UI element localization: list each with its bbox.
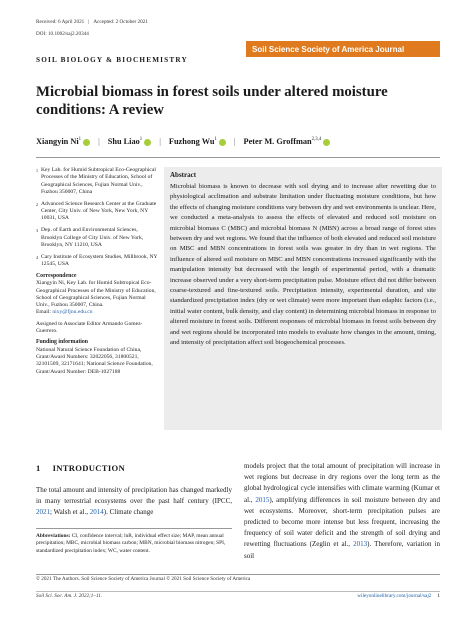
correspondence-address: Xiangyin Ni, Key Lab. for Humid Subtropical Eco-Geographical Processes of the Ministry of Education, School of Geographical Sciences, Fujian Normal Univ., Fuzhou 350007, China. — [36, 280, 156, 309]
affiliation — [36, 227, 158, 249]
author-affiliation-sup: 1 — [78, 137, 82, 143]
citation-link[interactable]: 2014 — [89, 508, 104, 517]
section-title: INTRODUCTION — [52, 463, 125, 473]
copyright-divider — [36, 574, 440, 575]
journal-citation: Soil Sci. Soc. Am. J. 2022;1–11. — [36, 593, 103, 599]
affiliation — [36, 254, 158, 269]
body-text: ). Climate change — [103, 508, 154, 517]
email-label: Email: — [36, 309, 51, 316]
body-column-left — [36, 485, 232, 519]
article-dates — [36, 19, 148, 25]
author-separator: | — [233, 137, 236, 146]
body-text: models project that the total amount of precipitation will increase in wet regions but decrease in dry regions over the long term as the global hydrological cycle intensifies with climate warming (Kumar et al., — [244, 462, 440, 504]
author[interactable] — [169, 137, 226, 146]
page-number: 1 — [437, 593, 440, 599]
footer-right — [330, 593, 440, 599]
affiliation-text: Dep. of Earth and Environmental Sciences, Brooklyn College of City Univ. of New York, Brooklyn, NY 11210, USA — [41, 227, 144, 248]
abbreviations-label: Abbreviations: — [36, 533, 71, 539]
editor-note: Assigned to Associate Editor Armando Gomez-Guerrero. — [36, 320, 143, 335]
abbreviations-text: CI, confidence interval; lnR, individual effect size; MAP, mean annual precipitation; MBC, microbial biomass carbon; MBN, microbial biomass nitrogen; SPI, standardized precipitation index; WC, water content. — [36, 533, 226, 554]
affiliation-number: 2 — [36, 201, 38, 207]
orcid-icon[interactable] — [219, 139, 226, 146]
author[interactable] — [36, 137, 90, 146]
author-separator: | — [98, 137, 100, 146]
affiliation — [36, 167, 158, 196]
affiliation-number: 3 — [36, 228, 38, 234]
email-link[interactable]: nixy@fjnu.edu.cn — [52, 309, 93, 316]
footer-divider — [36, 591, 440, 592]
author-affiliation-sup: 2,3,4 — [311, 137, 322, 143]
correspondence-text — [36, 280, 158, 316]
received-date: Received: 6 April 2021 — [36, 19, 85, 25]
affiliation-sidebar — [36, 167, 158, 380]
author-affiliation-sup: 1 — [214, 137, 217, 143]
abstract-heading: Abstract — [170, 171, 197, 179]
author-name: Shu Liao — [107, 137, 140, 146]
orcid-icon[interactable] — [144, 139, 151, 146]
journal-url[interactable]: wileyonlinelibrary.com/journal/saj2 — [357, 593, 432, 599]
section-number: 1 — [36, 463, 41, 473]
author-separator: | — [159, 137, 161, 146]
affiliation — [36, 201, 158, 223]
orcid-icon[interactable] — [83, 139, 90, 146]
citation-link[interactable]: 2013 — [353, 540, 368, 549]
accepted-date: Accepted: 2 October 2021 — [93, 19, 148, 25]
affiliation-text: Key Lab. for Humid Subtropical Eco-Geographical Processes of the Ministry of Education, School of Geographical Sciences, Fujian Normal Univ., Fuzhou 350007, China — [41, 167, 156, 195]
orcid-icon[interactable] — [323, 139, 330, 146]
affiliation-number: 1 — [36, 168, 38, 173]
section-heading-introduction — [36, 463, 125, 473]
author-affiliation-sup: 1 — [139, 137, 143, 143]
affiliation-text: Cary Institute of Ecosystem Studies, Millbrook, NY 12545, USA — [41, 253, 158, 268]
author-name: Fuzhong Wu — [168, 137, 215, 146]
author-name: Peter M. Groffman — [243, 137, 312, 146]
doi[interactable]: DOI: 10.1002/saj2.20344 — [36, 31, 89, 37]
date-separator: | — [88, 19, 90, 25]
author-list — [36, 137, 456, 146]
body-text: The total amount and intensity of precipitation has changed markedly in many terrestrial ecosystems over the past half century (IPCC, — [36, 486, 232, 506]
footnote-divider — [36, 528, 232, 529]
body-column-right — [244, 461, 440, 562]
funding-text: National Natural Science Foundation of China, Grant/Award Numbers: 32022056, 31800521, 32101509, 32171641; National Science Foundation, Grant/Award Number: DEB-1027188 — [36, 346, 153, 375]
author[interactable] — [244, 137, 331, 146]
section-label: SOIL BIOLOGY & BIOCHEMISTRY — [36, 56, 188, 64]
citation-link[interactable]: 2021 — [36, 508, 50, 517]
author[interactable] — [108, 137, 151, 146]
body-text: ), amplifying differences in soil moisture between dry and wet ecosystems. Moreover, short-term precipitation pulses are predicted to become more intense but less frequent, increasing the frequency of soil water deficit and the strength of soil drying and rewetting fluctuations (Zeglin et al., — [244, 495, 441, 549]
body-text: ). Therefore, variation in soil — [244, 540, 440, 560]
correspondence-heading: Correspondence — [36, 272, 77, 279]
abstract-text: Microbial biomass is known to decrease with soil drying and to increase after rewetting due to physiological acclimation and substrate limitation under fluctuating moisture conditions, but how the effects of changing moisture conditions vary between dry and wet environments is unclear. Here, we conducted a meta-analysis to assess the effects of elevated and reduced soil moisture on microbial biomass C (MBC) and microbial biomass N (MBN) across a broad range of forest sites between dry and wet regions. We found that the influence of both elevated and reduced soil moisture on MBC and MBN concentrations in forest soils was greater in dry than in wet regions. The influence of altered soil moisture on MBC and MBN concentrations increased significantly with the manipulation intensity but decreased with the length of experimental period, with a dramatic increase observed under a very short-term precipitation pulse. Moisture effect did not differ between coarse-textured and fine-textured soils. Precipitation intensity, experimental duration, and site standardized precipitation index (dry or wet climate) were more important than edaphic factors (i.e., initial water content, bulk density, and clay content) in determining microbial biomass in response to altered moisture in forest soils. Different responses of microbial biomass in forest soils between dry and wet regions should be incorporated into models to evaluate how changes in the amount, timing, and intensity of precipitation affect soil biogeochemical processes. — [170, 183, 436, 347]
journal-banner: Soil Science Society of America Journal — [246, 41, 440, 57]
funding-heading: Funding information — [36, 339, 89, 346]
copyright-notice: © 2021 The Authors. Soil Science Society of America Journal © 2021 Soil Science Society of America — [36, 576, 251, 582]
author-name: Xiangyin Ni — [36, 137, 79, 146]
affiliation-text: Advanced Science Research Center at the Graduate Center, City Univ. of New York, New York, NY 10031, USA — [41, 200, 157, 222]
body-text: ; Walsh et al., — [50, 508, 90, 517]
abstract-box — [164, 167, 442, 430]
article-title: Microbial biomass in forest soils under altered moisture conditions: A review — [36, 84, 388, 118]
abbreviations-footnote — [36, 533, 232, 555]
header-divider — [36, 157, 440, 158]
citation-link[interactable]: 2015 — [255, 495, 270, 504]
affiliation-number: 4 — [36, 254, 38, 260]
